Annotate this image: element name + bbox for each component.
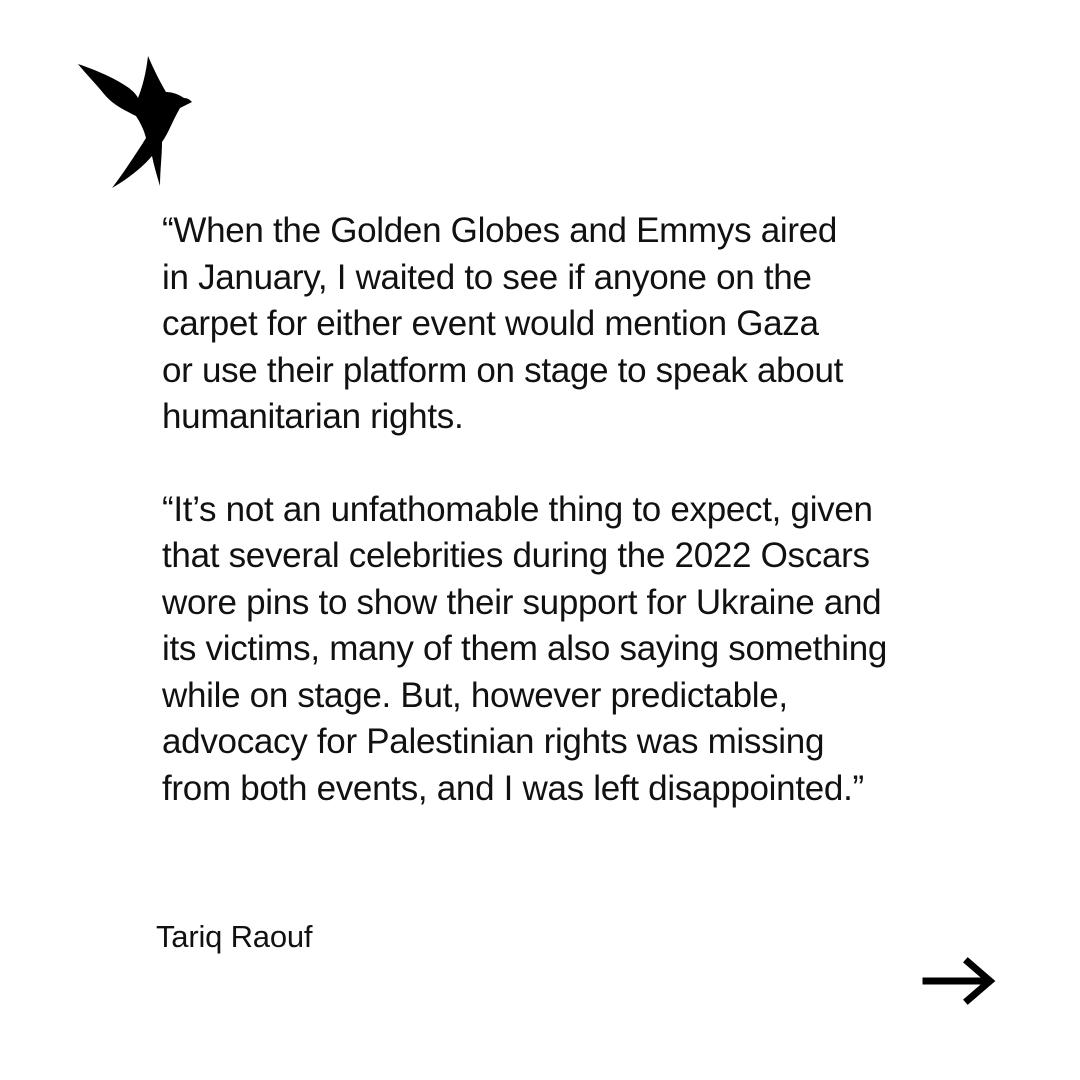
bird-icon — [74, 52, 194, 192]
quote-paragraph-1: “When the Golden Globes and Emmys aired in January, I waited to see if anyone on the carpet for either event would mention Gaza or use their platform on stage to speak about humanitarian rights. — [162, 211, 844, 436]
quote-paragraph-2: “It’s not an unfathomable thing to expect, given that several celebrities during the 2022 Oscars wore pins to show their support for Ukraine and its victims, many of them also saying something while on stage. But, however predictable, advocacy for Palestinian rights was missing from both events, and I was left disappointed.” — [162, 489, 888, 808]
author-name: Tariq Raouf — [156, 919, 313, 954]
arrow-right-icon[interactable] — [922, 956, 998, 1006]
quote-block — [162, 208, 1022, 812]
